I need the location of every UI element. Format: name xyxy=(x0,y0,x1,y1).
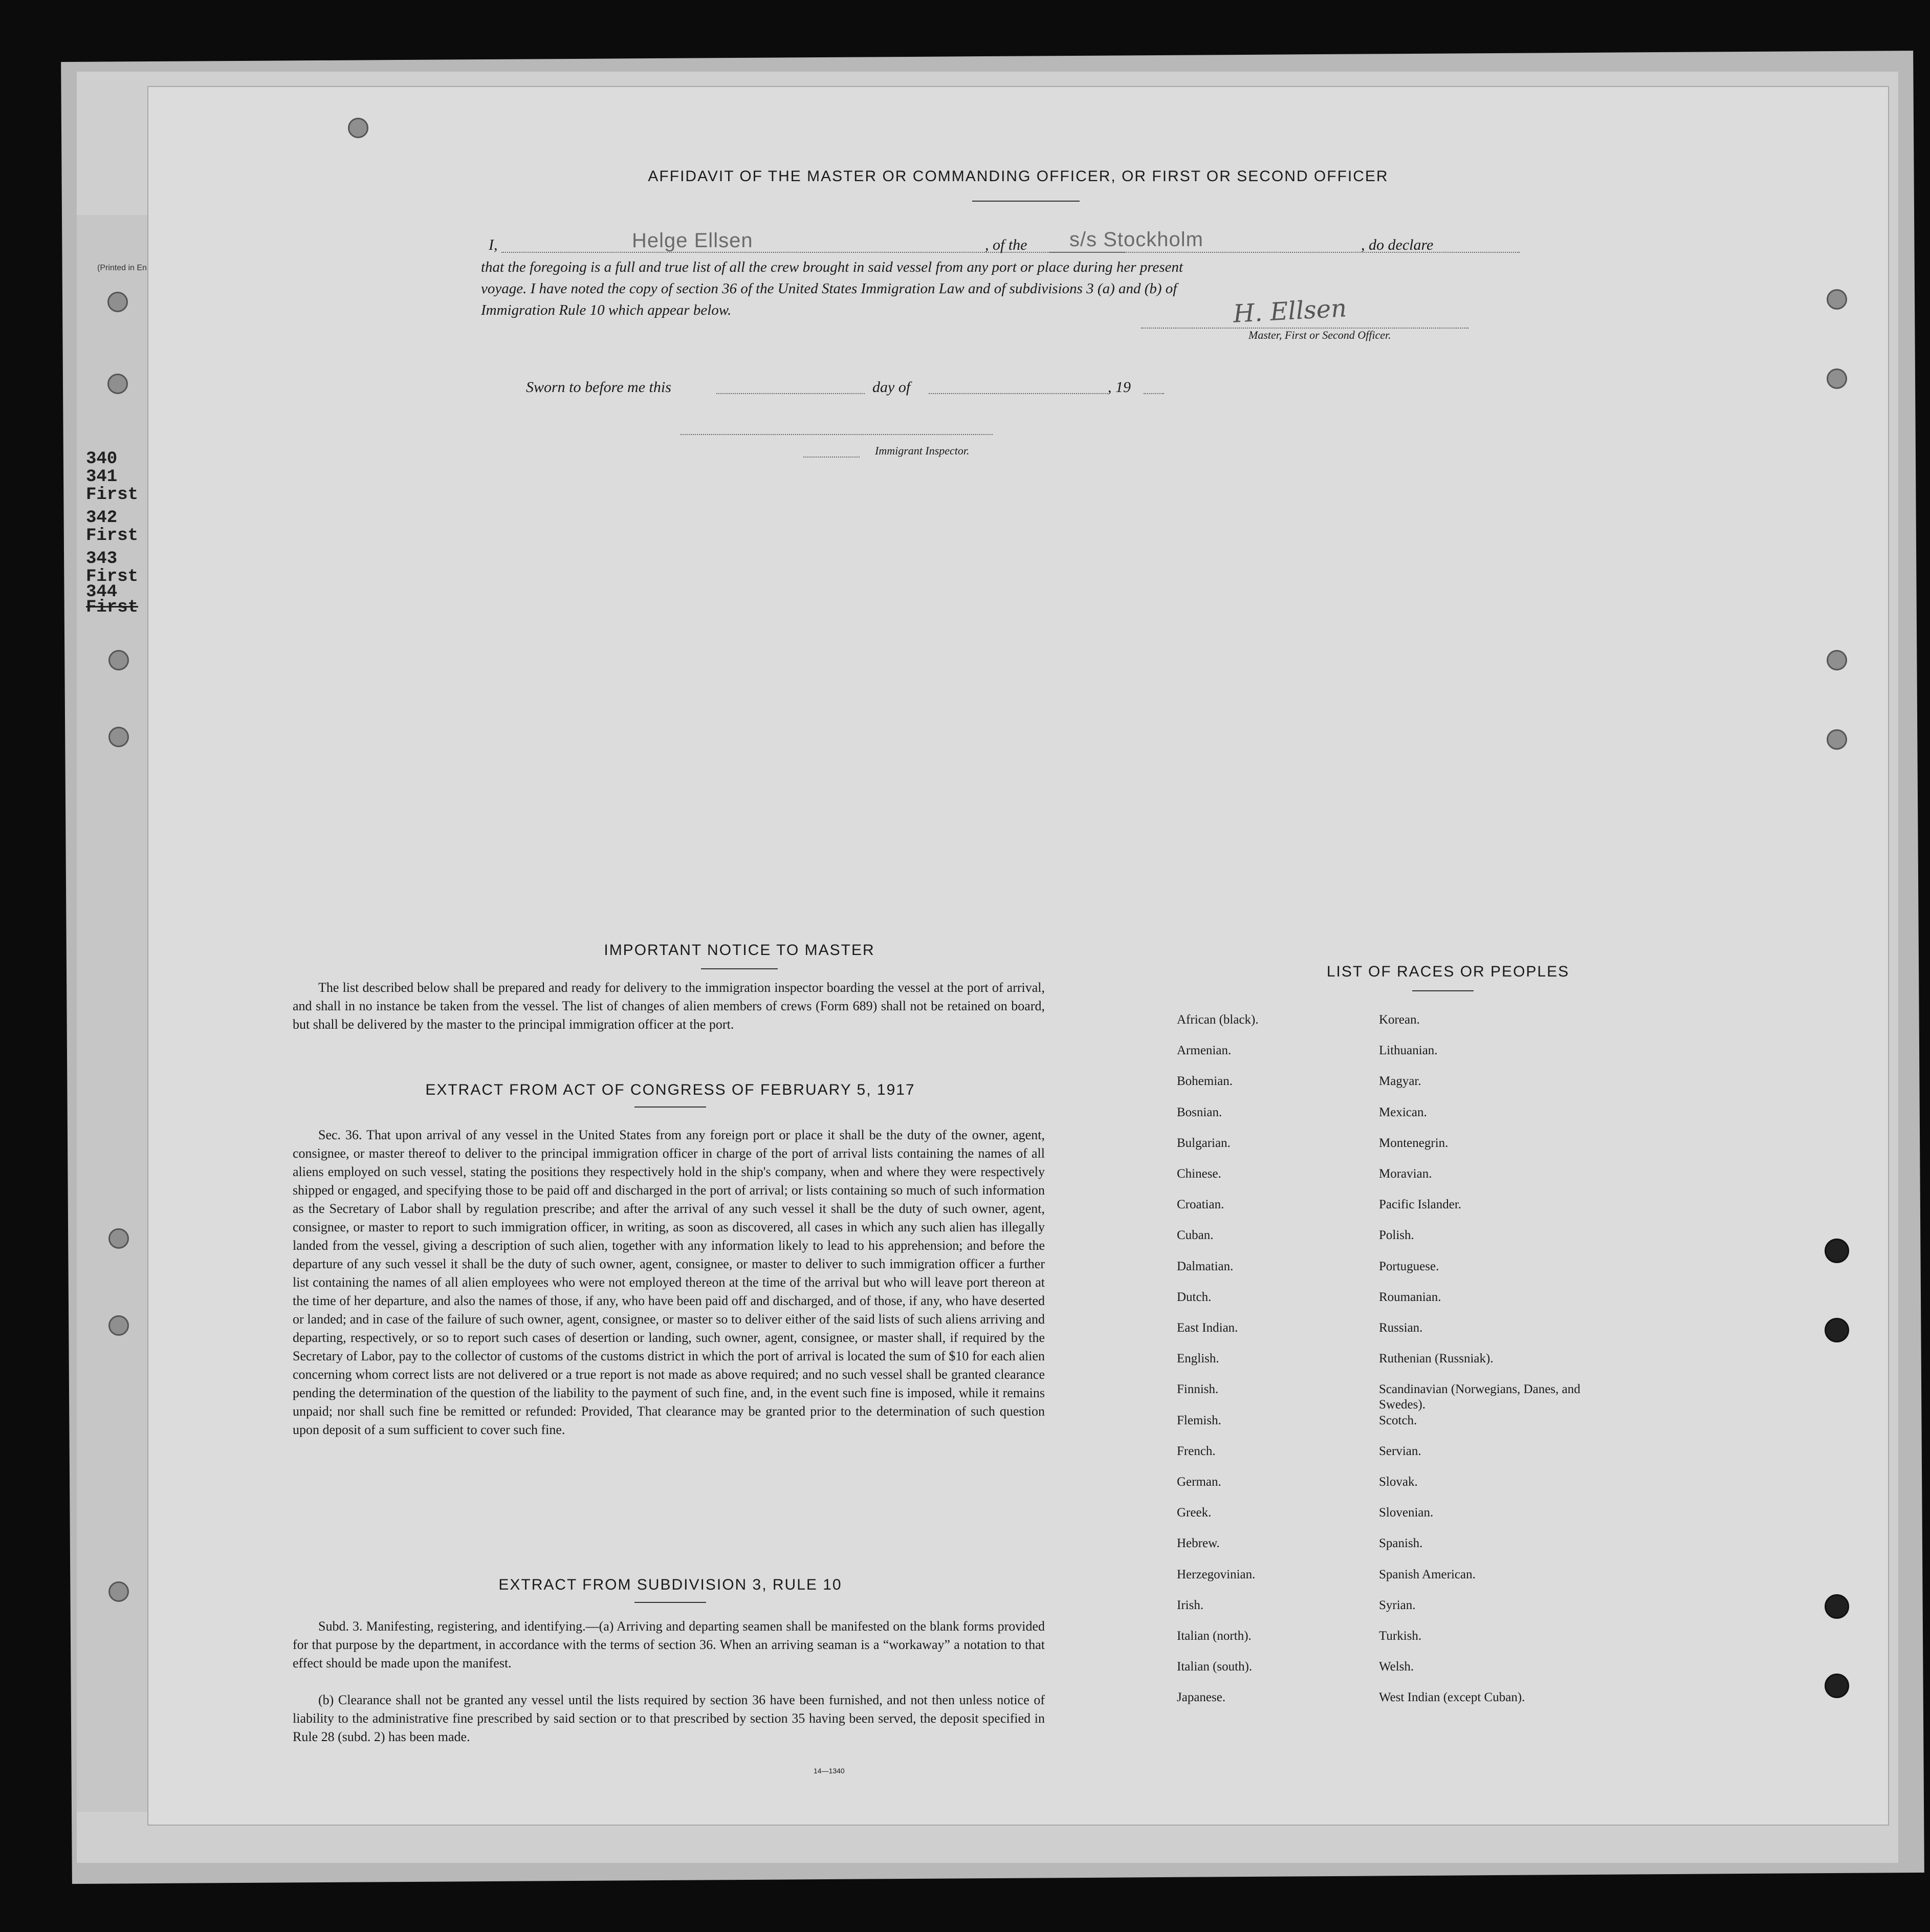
race-entry: Turkish. xyxy=(1379,1629,1422,1643)
inspector-signature-line xyxy=(681,434,993,435)
inspector-caption: Immigrant Inspector. xyxy=(875,444,970,457)
punch-hole xyxy=(107,292,128,312)
printed-note: (Printed in En xyxy=(97,264,147,272)
year-label: , 19 xyxy=(1108,379,1131,396)
race-entry: Finnish. xyxy=(1177,1382,1219,1397)
race-entry: Mexican. xyxy=(1379,1105,1427,1119)
race-entry: French. xyxy=(1177,1444,1216,1458)
race-entry: Herzegovinian. xyxy=(1177,1567,1256,1581)
race-entry: Polish. xyxy=(1379,1228,1414,1243)
punch-hole xyxy=(108,1581,129,1602)
race-entry: Pacific Islander. xyxy=(1379,1198,1462,1212)
strip-entry: 343 xyxy=(86,549,118,569)
sworn-day-line xyxy=(716,393,865,394)
name-line xyxy=(501,252,1126,253)
act-body: Sec. 36. That upon arrival of any vessel in the United States from any foreign port or place it shall be the duty of the owner, agent, consignee, or master thereof to deliver to the principal immigration officer in charge of the port of arrival lists containing the names of all aliens employed on such vessel, stating the positions they respectively hold in the ship's company, when and where they were respectively shipped or engaged, and specifying those to be paid off and discharged in the port of arrival; or lists containing so much of such information as the Secretary of Labor shall by regulation prescribe; and after the arrival of any such vessel it shall be the duty of such owner, agent, consignee, or master to report to such immigration officer, in writing, as soon as discovered, all cases in which any such alien has illegally landed from the vessel, giving a description of such alien, together with any information likely to lead to his apprehension; and before the departure of any such vessel it shall be the duty of such owner, agent, consignee, or master to deliver to such immigration officer a further list containing the names of all alien employees who were not employed thereon at the time of the arrival but who will leave port thereon at the time of her departure, and also the names of those, if any, who have been paid off and discharged, and of those, if any, who have deserted or landed; and in case of the failure of such owner, agent, consignee, or master so to deliver either of the said lists of such aliens arriving and departing, respectively, or so to report such cases of desertion or landing, such owner, agent, consignee, or master shall, if required by the Secretary of Labor, pay to the collector of customs of the customs district in which the port of arrival is located the sum of $10 for each alien concerning whom correct lists are not delivered or a true report is not made as above required; and no such vessel shall be granted clearance pending the determination of the question of the liability to the payment of such fine, and, in the event such fine is imposed, while it remains unpaid; nor shall such fine be remitted or refunded: Provided, That clearance may be granted prior to the determination of such question upon deposit of a sum sufficient to cover such fine. xyxy=(293,1127,1045,1437)
strip-entry: 344 xyxy=(86,582,118,602)
punch-hole xyxy=(108,727,129,747)
punch-hole xyxy=(1827,289,1847,310)
race-entry: Magyar. xyxy=(1379,1074,1421,1089)
race-entry: Bohemian. xyxy=(1177,1074,1233,1089)
vessel-name: s/s Stockholm xyxy=(1069,228,1203,251)
race-entry: Ruthenian (Russniak). xyxy=(1379,1352,1494,1366)
notice-title: IMPORTANT NOTICE TO MASTER xyxy=(604,942,875,959)
race-entry: Italian (north). xyxy=(1177,1629,1252,1643)
affidavit-page xyxy=(148,87,1888,1825)
affidavit-title: AFFIDAVIT OF THE MASTER OR COMMANDING OFFICER, OR FIRST OR SECOND OFFICER xyxy=(648,168,1389,185)
strip-entry: 340 xyxy=(86,449,118,469)
affidavit-line-3: voyage. I have noted the copy of section 36 of the United States Immigration Law and of subdivisions 3 (a) and (b) of xyxy=(481,280,1177,297)
notice-body: The list described below shall be prepared and ready for delivery to the immigration inspector boarding the vessel at the port of arrival, and shall in no instance be taken from the vessel. The list of changes of alien members of crews (Form 689) shall not be retained on board, but shall be delivered by the master to the principal immigration officer at the port. xyxy=(293,980,1045,1032)
races-title: LIST OF RACES OR PEOPLES xyxy=(1326,963,1570,980)
title-rule xyxy=(972,201,1080,202)
race-entry: Scotch. xyxy=(1379,1413,1417,1427)
race-entry: German. xyxy=(1177,1475,1221,1489)
race-entry: Irish. xyxy=(1177,1598,1204,1612)
race-entry: Hebrew. xyxy=(1177,1536,1220,1551)
strip-entry: 341 xyxy=(86,467,118,487)
affidavit-line-2: that the foregoing is a full and true list of all the crew brought in said vessel from any port or place during her present xyxy=(481,259,1183,275)
race-entry: Greek. xyxy=(1177,1506,1212,1520)
act-title: EXTRACT FROM ACT OF CONGRESS OF FEBRUARY 5, 1917 xyxy=(425,1081,915,1098)
vessel-line xyxy=(1049,252,1520,253)
punch-hole xyxy=(108,1228,129,1249)
race-entry: Montenegrin. xyxy=(1379,1136,1449,1150)
officer-name: Helge Ellsen xyxy=(632,229,753,252)
race-entry: Italian (south). xyxy=(1177,1660,1253,1674)
rule-para-a: Subd. 3. Manifesting, registering, and identifying.—(a) Arriving and departing seamen shall be manifested on the blank forms provided for that purpose by the department, in accordance with the terms of section 36. When an arriving seaman is a “workaway” a notation to that effect should be made upon the manifest. xyxy=(293,1619,1045,1670)
race-entry: Lithuanian. xyxy=(1379,1044,1438,1058)
race-entry: Moravian. xyxy=(1379,1167,1432,1181)
strip-entry: First xyxy=(86,598,139,617)
race-entry: West Indian (except Cuban). xyxy=(1379,1690,1525,1705)
rule-title: EXTRACT FROM SUBDIVISION 3, RULE 10 xyxy=(498,1576,842,1593)
punch-hole xyxy=(1827,650,1847,670)
race-entry: Slovak. xyxy=(1379,1475,1418,1489)
punch-hole xyxy=(1825,1594,1849,1619)
races-rule xyxy=(1412,990,1474,991)
punch-hole xyxy=(108,1315,129,1336)
punch-hole xyxy=(108,650,129,670)
race-entry: Roumanian. xyxy=(1379,1290,1441,1304)
inspector-line-short xyxy=(803,457,860,458)
rule-para-b: (b) Clearance shall not be granted any vessel until the lists required by section 36 have been furnished, and not then unless notice of liability to the administrative fine prescribed by said section or to that prescribed by section 35 having been served, the deposit specified in Rule 28 (subd. 2) has been made. xyxy=(293,1692,1045,1744)
race-entry: Scandinavian (Norwegians, Danes, and Swedes). xyxy=(1379,1382,1581,1412)
punch-hole xyxy=(1827,729,1847,750)
notice-rule xyxy=(701,968,778,969)
affidavit-line-4: Immigration Rule 10 which appear below. xyxy=(481,302,732,318)
form-number: 14—1340 xyxy=(814,1767,845,1775)
race-entry: Spanish. xyxy=(1379,1536,1423,1551)
sworn-label: Sworn to before me this xyxy=(526,379,671,396)
race-entry: Dutch. xyxy=(1177,1290,1212,1304)
race-entry: Croatian. xyxy=(1177,1198,1224,1212)
race-entry: Bulgarian. xyxy=(1177,1136,1231,1150)
of-the-label: , of the xyxy=(985,236,1027,253)
punch-hole xyxy=(1825,1674,1849,1698)
race-entry: Bosnian. xyxy=(1177,1105,1222,1119)
signature-caption: Master, First or Second Officer. xyxy=(1248,329,1391,341)
sworn-year-line xyxy=(1144,393,1164,394)
punch-hole xyxy=(107,374,128,394)
race-entry: Servian. xyxy=(1379,1444,1421,1458)
strip-entry: First xyxy=(86,485,139,505)
race-entry: Chinese. xyxy=(1177,1167,1221,1181)
punch-hole xyxy=(1827,368,1847,389)
race-entry: East Indian. xyxy=(1177,1321,1238,1335)
i-label: I, xyxy=(489,236,498,253)
race-entry: Welsh. xyxy=(1379,1660,1414,1674)
punch-hole xyxy=(348,118,368,138)
race-entry: Korean. xyxy=(1379,1013,1420,1027)
punch-hole xyxy=(1825,1239,1849,1263)
day-of-label: day of xyxy=(872,379,911,396)
act-rule xyxy=(634,1106,706,1108)
race-entry: Dalmatian. xyxy=(1177,1259,1234,1273)
race-entry: Armenian. xyxy=(1177,1044,1232,1058)
race-entry: Spanish American. xyxy=(1379,1567,1476,1581)
officer-signature: H. Ellsen xyxy=(1232,294,1348,329)
do-declare-label: , do declare xyxy=(1361,236,1434,253)
race-entry: Slovenian. xyxy=(1379,1506,1434,1520)
race-entry: Syrian. xyxy=(1379,1598,1416,1612)
race-entry: Russian. xyxy=(1379,1321,1423,1335)
strip-entry: First xyxy=(86,526,139,546)
rule-rule xyxy=(634,1602,706,1603)
race-entry: Cuban. xyxy=(1177,1228,1214,1243)
race-entry: English. xyxy=(1177,1352,1219,1366)
race-entry: African (black). xyxy=(1177,1013,1259,1027)
strip-entry: First xyxy=(86,567,139,587)
sworn-month-line xyxy=(929,393,1108,394)
strip-entry: 342 xyxy=(86,508,118,528)
race-entry: Flemish. xyxy=(1177,1413,1221,1427)
race-entry: Japanese. xyxy=(1177,1690,1226,1705)
race-entry: Portuguese. xyxy=(1379,1259,1439,1273)
punch-hole xyxy=(1825,1318,1849,1342)
